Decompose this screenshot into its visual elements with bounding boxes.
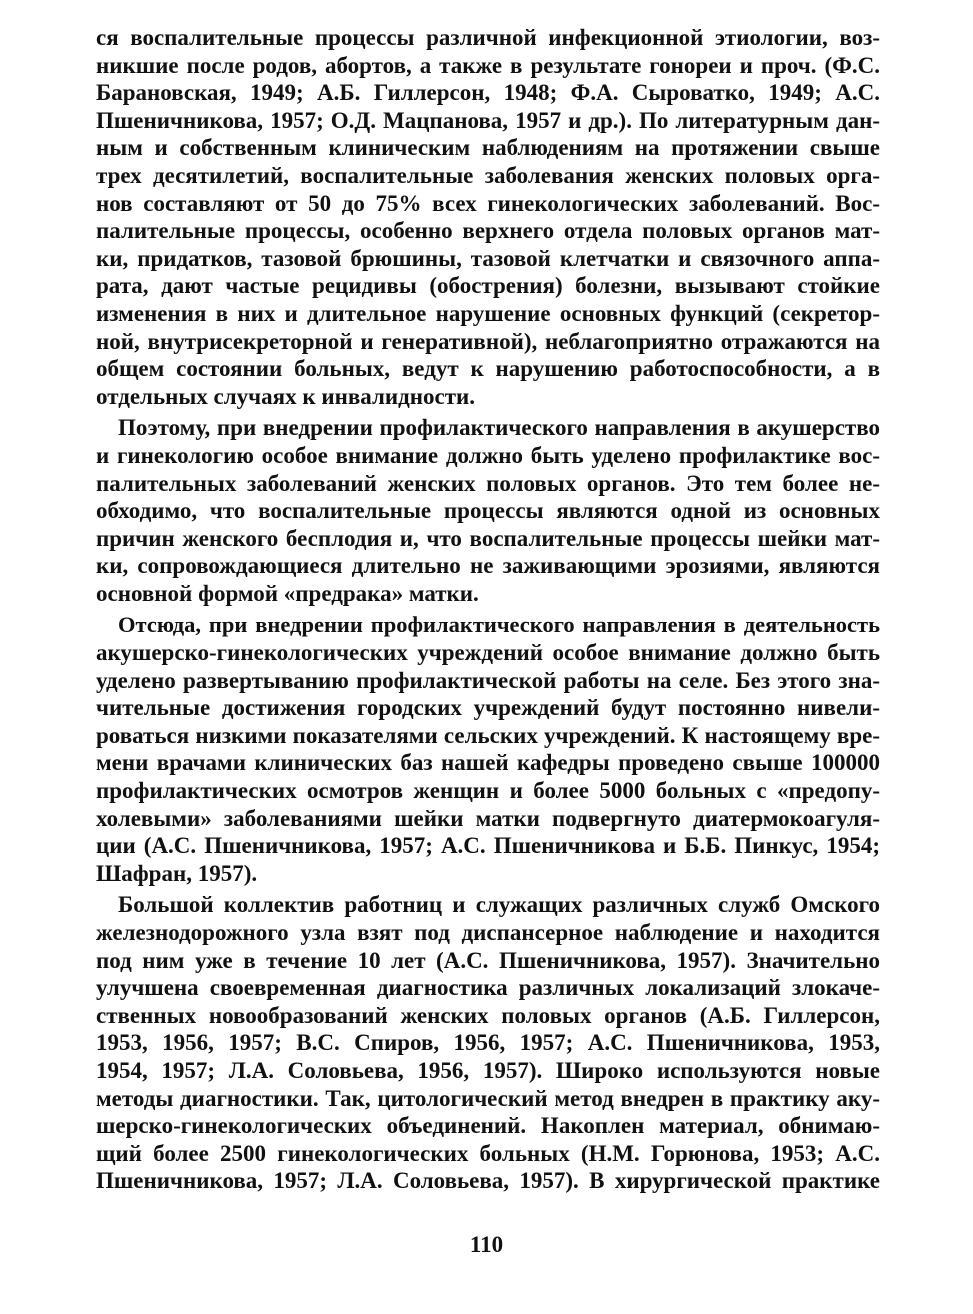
text-line: акушерско-гинекологических учреждений особое внимание должно быть: [96, 640, 880, 666]
text-line: основной формой «предрака» матки.: [96, 580, 479, 606]
paragraph-4: [96, 891, 880, 1195]
text-line: Отсюда, при внедрении профилактического направления в деятельность: [118, 612, 880, 638]
text-line: Поэтому, при внедрении профилактического направления в акушерство: [118, 415, 880, 441]
text-line: методы диагностики. Так, цитологический метод внедрен в практику аку-: [96, 1085, 880, 1111]
text-line: общем состоянии больных, ведут к нарушению работоспособности, а в: [96, 356, 880, 382]
text-line: холевыми» заболеваниями шейки матки подвергнуто диатермокоагуля-: [96, 805, 880, 831]
text-line: и гинекологию особое внимание должно быть уделено профилактике вос-: [96, 442, 880, 468]
text-line: Пшеничникова, 1957; О.Д. Мацпанова, 1957 и др.). По литературным дан-: [96, 107, 880, 133]
text-line: обходимо, что воспалительные процессы являются одной из основных: [96, 498, 880, 524]
page-number: 110: [469, 1232, 504, 1257]
text-line: Шафран, 1957).: [96, 860, 258, 886]
text-line: Пшеничникова, 1957; Л.А. Соловьева, 1957). В хирургической практике: [96, 1168, 880, 1194]
text-line: 1953, 1956, 1957; В.С. Спиров, 1956, 1957; А.С. Пшеничникова, 1953,: [96, 1030, 880, 1056]
text-line: роваться низкими показателями сельских учреждений. К настоящему вре-: [96, 722, 880, 748]
text-line: ки, придатков, тазовой брюшины, тазовой клетчатки и связочного аппа-: [96, 245, 880, 271]
text-line: профилактических осмотров женщин и более 5000 больных с «предопу-: [96, 778, 880, 804]
page-body: [96, 24, 880, 1195]
text-line: трех десятилетий, воспалительные заболевания женских половых орга-: [96, 162, 880, 188]
text-line: палительных заболеваний женских половых органов. Это тем более не-: [96, 470, 880, 496]
text-line: мени врачами клинических баз нашей кафедры проведено свыше 100000: [96, 750, 880, 776]
paragraph-1: [96, 24, 880, 410]
text-line: ственных новообразований женских половых органов (А.Б. Гиллерсон,: [96, 1002, 880, 1028]
text-line: изменения в них и длительное нарушение основных функций (секретор-: [96, 300, 880, 326]
text-line: железнодорожного узла взят под диспансерное наблюдение и находится: [96, 920, 880, 945]
text-line: шерско-гинекологических объединений. Накоплен материал, обнимаю-: [96, 1113, 880, 1139]
text-line: ки, сопровождающиеся длительно не заживающими эрозиями, являются: [96, 553, 880, 579]
text-line: ным и собственным клиническим наблюдениям на протяжении свыше: [96, 135, 880, 161]
text-line: палительные процессы, особенно верхнего отдела половых органов мат-: [96, 218, 880, 244]
text-line: рата, дают частые рецидивы (обострения) болезни, вызывают стойкие: [96, 273, 880, 299]
text-line: уделено развертыванию профилактической работы на селе. Без этого зна-: [96, 667, 880, 693]
text-line: Барановская, 1949; А.Б. Гиллерсон, 1948; Ф.А. Сыроватко, 1949; А.С.: [96, 80, 880, 106]
text-line: Большой коллектив работниц и служащих различных служб Омского: [118, 892, 880, 918]
text-line: нов составляют от 50 до 75% всех гинекологических заболеваний. Вос-: [96, 190, 880, 216]
text-line: ции (А.С. Пшеничникова, 1957; А.С. Пшеничникова и Б.Б. Пинкус, 1954;: [96, 833, 880, 859]
text-line: 1954, 1957; Л.А. Соловьева, 1956, 1957). Широко используются новые: [96, 1057, 880, 1083]
paragraph-2: [96, 414, 880, 607]
text-line: отдельных случаях к инвалидности.: [96, 383, 476, 409]
text-line: причин женского бесплодия и, что воспалительные процессы шейки мат-: [96, 525, 880, 551]
text-line: ной, внутрисекреторной и генеративной), неблагоприятно отражаются на: [96, 328, 880, 354]
text-line: улучшена своевременная диагностика различных локализаций злокаче-: [96, 975, 880, 1001]
text-line: ся воспалительные процессы различной инфекционной этиологии, воз-: [96, 25, 880, 50]
text-line: под ним уже в течение 10 лет (А.С. Пшеничникова, 1957). Значительно: [96, 947, 880, 973]
text-line: никшие после родов, абортов, а также в результате гонореи и проч. (Ф.С.: [96, 52, 880, 78]
text-line: щий более 2500 гинекологических больных (Н.М. Горюнова, 1953; А.С.: [96, 1140, 880, 1166]
paragraph-3: [96, 611, 880, 887]
text-line: чительные достижения городских учреждений будут постоянно нивели-: [96, 695, 880, 721]
